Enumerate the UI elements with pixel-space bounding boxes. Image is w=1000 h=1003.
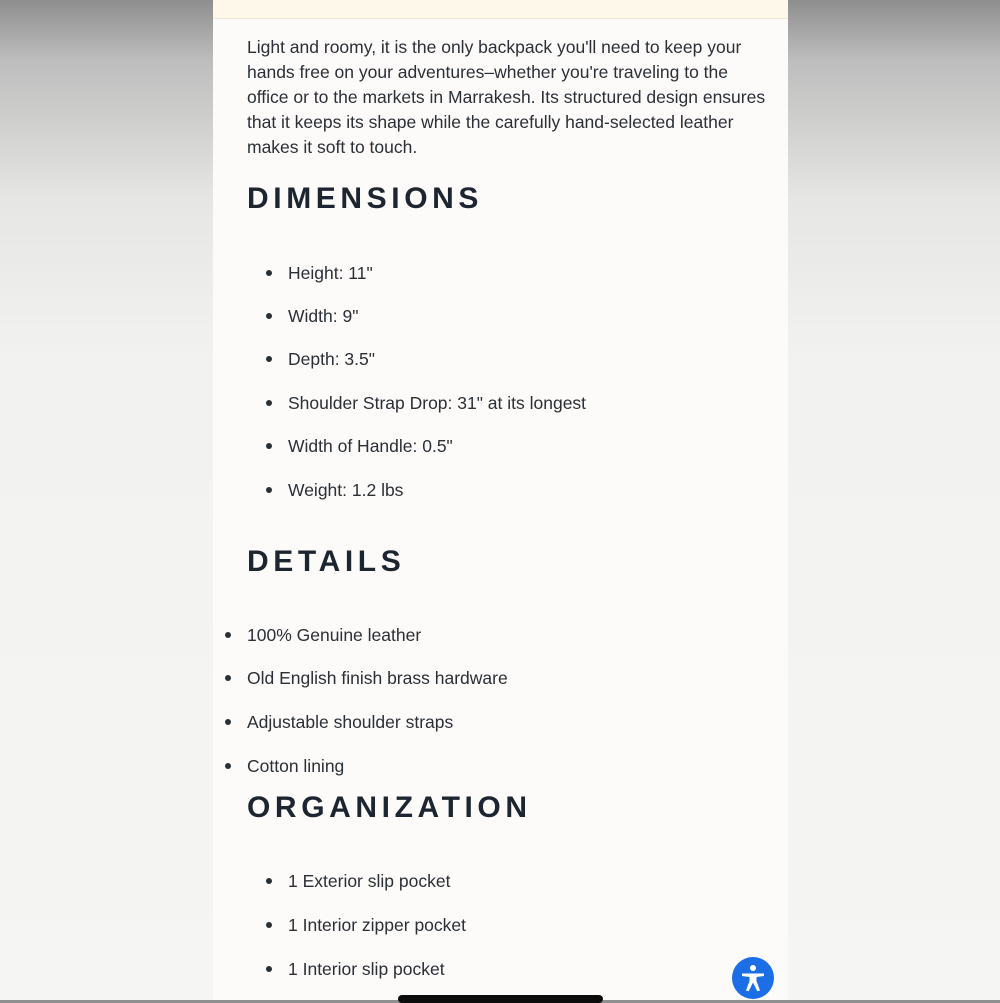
- bullet: [266, 966, 272, 972]
- list-item: 1 Exterior slip pocket: [288, 869, 450, 893]
- bullet: [266, 270, 272, 276]
- list-item: Width: 9": [288, 304, 358, 328]
- bullet: [225, 719, 231, 725]
- dimensions-heading: DIMENSIONS: [247, 182, 484, 215]
- accessibility-icon: [738, 963, 768, 993]
- list-item: Cotton lining: [247, 754, 344, 778]
- list-item: 1 Interior slip pocket: [288, 957, 445, 981]
- list-item: Adjustable shoulder straps: [247, 710, 453, 734]
- bullet: [266, 356, 272, 362]
- home-indicator: [398, 995, 603, 1003]
- bullet: [266, 313, 272, 319]
- list-item: Width of Handle: 0.5": [288, 434, 453, 458]
- organization-heading: ORGANIZATION: [247, 791, 532, 824]
- product-description: Light and roomy, it is the only backpack you'll need to keep your hands free on your adventures–whether you're traveling to the office or to the markets in Marrakesh. Its structured design ensures that it keeps its shape while the carefully hand-selected leather makes it soft to touch.: [247, 37, 766, 157]
- product-page: [213, 0, 788, 1000]
- bullet: [266, 400, 272, 406]
- list-item: Weight: 1.2 lbs: [288, 478, 403, 502]
- list-item: 1 Interior zipper pocket: [288, 913, 466, 937]
- top-banner: [213, 0, 788, 19]
- bullet: [225, 763, 231, 769]
- bullet: [266, 878, 272, 884]
- list-item: Old English finish brass hardware: [247, 666, 508, 690]
- bullet: [266, 487, 272, 493]
- list-item: Height: 11": [288, 261, 373, 285]
- bullet: [266, 922, 272, 928]
- bullet: [266, 443, 272, 449]
- accessibility-button[interactable]: [732, 957, 774, 999]
- details-heading: DETAILS: [247, 545, 406, 578]
- list-item: 100% Genuine leather: [247, 623, 421, 647]
- list-item: Shoulder Strap Drop: 31" at its longest: [288, 391, 586, 415]
- bullet: [225, 632, 231, 638]
- list-item: Depth: 3.5": [288, 347, 375, 371]
- bullet: [225, 675, 231, 681]
